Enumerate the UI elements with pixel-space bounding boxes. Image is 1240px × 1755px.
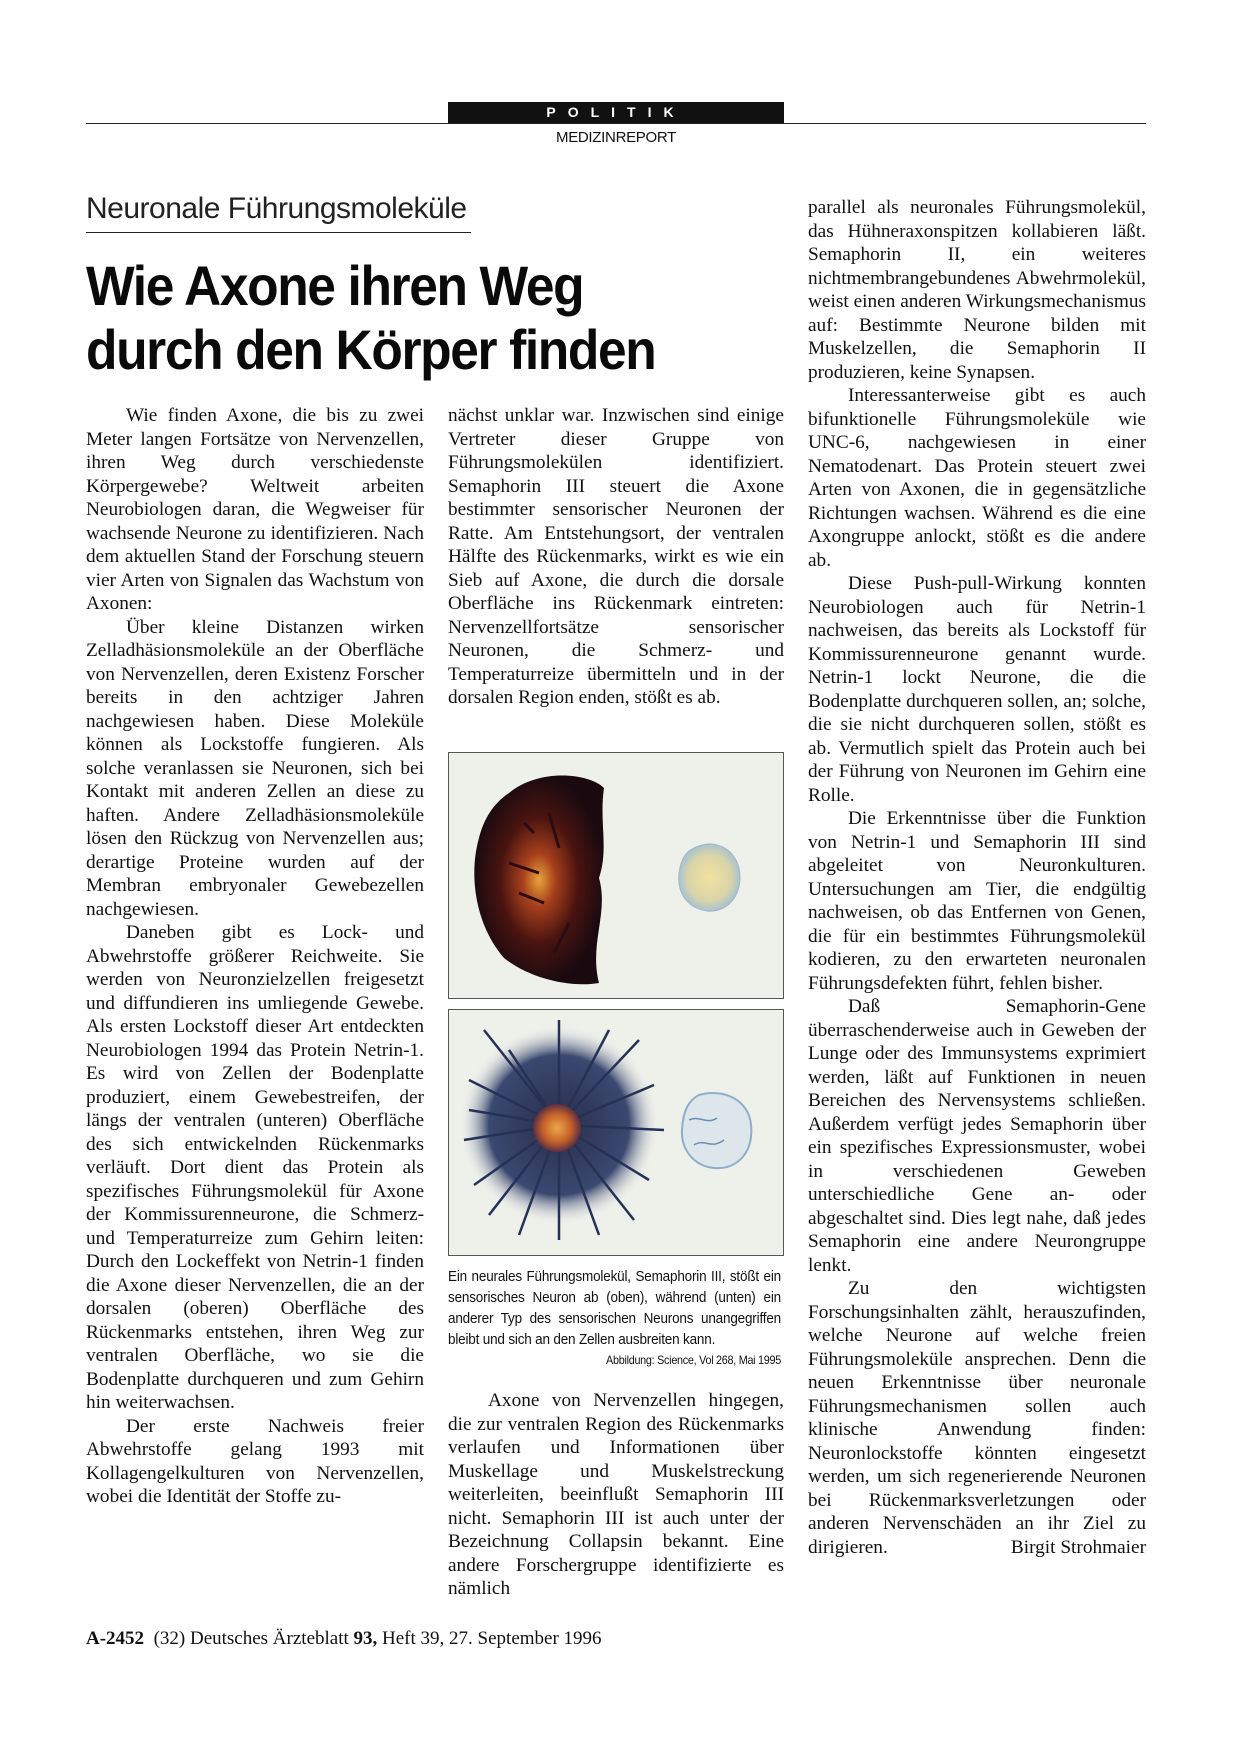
page-footer [86, 1628, 602, 1650]
author-name: Birgit Strohmaier [1010, 1536, 1146, 1558]
section-sublabel: MEDIZINREPORT [556, 129, 676, 146]
paragraph: Diese Push-pull-Wirkung konnten Neurobiologen auch für Netrin-1 nachweisen, das bereits als Lockstoff für Kommissurenneurone genannt wurde. Netrin-1 lockt Neurone, die die Bodenplatte durchqueren sollen, an; solche, die sie nicht durchqueren sollen, stößt es ab. Vermutlich spielt das Protein auch bei der Führung von Neuronen im Gehirn eine Rolle. [808, 573, 1146, 806]
paragraph: Über kleine Distanzen wirken Zelladhäsionsmoleküle an der Oberfläche von Nervenzellen, deren Existenz Forscher bereits in den achtziger Jahren nachgewiesen haben. Diese Moleküle können als Lockstoffe fungieren. Als solche veranlassen sie Neuronen, sich bei Kontakt mit anderen Zellen an diese zu haften. Andere Zelladhäsionsmoleküle lösen den Rückzug von Nervenzellen aus; derartige Proteine wurden auf der Membran embryonaler Gewebezellen nachgewiesen. [86, 616, 424, 920]
issue-date: Heft 39, 27. September 1996 [382, 1628, 602, 1649]
neuron-culture-bottom-image [449, 1010, 783, 1255]
paragraph: Daß Semaphorin-Gene überraschenderweise auch in Geweben der Lunge oder des Immunsystems exprimiert werden, läßt auf Funktionen in neuen Bereichen des Nervensystems schließen. Außerdem verfügt jedes Semaphorin über ein spezifisches Expressionsmuster, wobei in verschiedenen Geweben unterschiedliche Gene an- oder abgeschaltet sind. Dies legt nahe, daß jedes Semaphorin eine andere Neurongruppe lenkt. [808, 996, 1146, 1276]
paragraph: parallel als neuronales Führungsmolekül, das Hühneraxonspitzen kollabieren läßt. Semaphorin II, ein weiteres nichtmembrangebundenes Abwehrmolekül, weist einen anderen Wirkungsmechanismus auf: Bestimmte Neurone bilden mit Muskelzellen, die Semaphorin II produzieren, keine Synapsen. [808, 197, 1146, 383]
paragraph-last [808, 1277, 1146, 1559]
paragraph-text: Zu den wichtigsten Forschungsinhalten zählt, herauszufinden, welche Neurone auf welche freien Führungsmoleküle ansprechen. Denn die neuen Erkenntnisse über neuronale Führungsmechanismen sollen auch klinische Anwendung finden: Neuronlockstoffe könnten eingesetzt werden, um sich regenerierende Neuronen bei Rückenmarksverletzungen oder anderen Nervenschäden an ihr Ziel zu dirigieren. [808, 1278, 1146, 1558]
volume: 93, [353, 1628, 378, 1649]
kicker: Neuronale Führungsmoleküle [86, 192, 471, 233]
journal-name: Deutsches Ärzteblatt [189, 1628, 349, 1649]
issue-page: (32) [153, 1628, 186, 1649]
page-number: A-2452 [86, 1628, 145, 1649]
figure-caption [448, 1266, 781, 1367]
headline-line-1: Wie Axone ihren Weg [86, 254, 584, 317]
header-rule [86, 123, 1146, 124]
column-2-top [448, 404, 784, 710]
paragraph: Daneben gibt es Lock- und Abwehrstoffe größerer Reichweite. Sie werden von Neuronzielzellen freigesetzt und diffundieren ins umliegende Gewebe. Als ersten Lockstoff dieser Art entdeckten Neurobiologen 1994 das Protein Netrin-1. Es wird von Zellen der Bodenplatte produziert, einem Gewebestreifen, der längs der ventralen (unteren) Oberfläche des sich entwickelnden Rückenmarks verläuft. Dort dient das Protein als spezifisches Führungsmolekül für Axone der Kommissurenneurone, die Schmerz- und Temperaturreize zum Gehirn leiten: Durch den Lockeffekt von Netrin-1 finden die Axone dieser Nervenzellen, die an der dorsalen (oberen) Oberfläche des Rückenmarks entstehen, ihren Weg zur ventralen Oberfläche, wo sie die Bodenplatte durchqueren und zum Gehirn hin weiterwachsen. [86, 922, 424, 1413]
paragraph: nächst unklar war. Inzwischen sind einige Vertreter dieser Gruppe von Führungsmolekülen identifiziert. Semaphorin III steuert die Axone bestimmter sensorischer Neuronen der Ratte. Am Entstehungsort, der ventralen Hälfte des Rückenmarks, wirkt es wie ein Sieb auf Axone, die durch die dorsale Oberfläche ins Rückenmark eintreten: Nervenzellfortsätze sensorischer Neuronen, die Schmerz- und Temperaturreize übermitteln und in der dorsalen Region enden, stößt es ab. [448, 405, 784, 708]
headline-line-2: durch den Körper finden [86, 318, 656, 381]
neuron-culture-top-image [449, 753, 783, 998]
paragraph: Wie finden Axone, die bis zu zwei Meter langen Fortsätze von Nervenzellen, ihren Weg durch verschiedenste Körpergewebe? Weltweit arbeiten Neurobiologen daran, die Wegweiser für wachsende Neurone zu identifizieren. Nach dem aktuellen Stand der Forschung steuern vier Arten von Signalen das Wachstum von Axonen: [86, 405, 424, 614]
column-1 [86, 404, 424, 1509]
column-2-bottom [448, 1389, 784, 1601]
paragraph: Die Erkenntnisse über die Funktion von Netrin-1 und Semaphorin III sind abgeleitet von Neuronkulturen. Untersuchungen am Tier, die endgültig nachweisen, ob das Entfernen von Genen, die für ein bestimmtes Führungsmolekül kodieren, zu den erwarteten neuronalen Führungsdefekten führt, fehlen bisher. [808, 808, 1146, 994]
section-label: POLITIK [448, 102, 784, 123]
image-credit: Abbildung: Science, Vol 268, Mai 1995 [606, 1353, 781, 1367]
headline [86, 254, 730, 382]
paragraph: Axone von Nervenzellen hingegen, die zur ventralen Region des Rückenmarks verlaufen und Informationen über Muskellage und Muskelstreckung weiterleiten, beeinflußt Semaphorin III nicht. Semaphorin III ist auch unter der Bezeichnung Collapsin bekannt. Eine andere Forschergruppe identifizierte es nämlich [448, 1390, 784, 1599]
photo-repelled-neuron [448, 752, 784, 999]
photo-spreading-neuron [448, 1009, 784, 1256]
paragraph: Interessanterweise gibt es auch bifunktionelle Führungsmoleküle wie UNC-6, nachgewiesen in einer Nematodenart. Das Protein steuert zwei Arten von Axonen, die in gegensätzliche Richtungen wachsen. Während es die eine Axongruppe anlockt, stößt es die andere ab. [808, 385, 1146, 571]
caption-text: Ein neurales Führungsmolekül, Semaphorin III, stößt ein sensorisches Neuron ab (oben), während (unten) ein anderer Typ des sensorischen Neurons unangegriffen bleibt und sich an den Zellen ausbreiten kann. [448, 1268, 781, 1348]
column-3 [808, 196, 1146, 1559]
figure [448, 752, 784, 1371]
paragraph: Der erste Nachweis freier Abwehrstoffe gelang 1993 mit Kollagengelkulturen von Nervenzellen, wobei die Identität der Stoffe zu- [86, 1415, 424, 1507]
